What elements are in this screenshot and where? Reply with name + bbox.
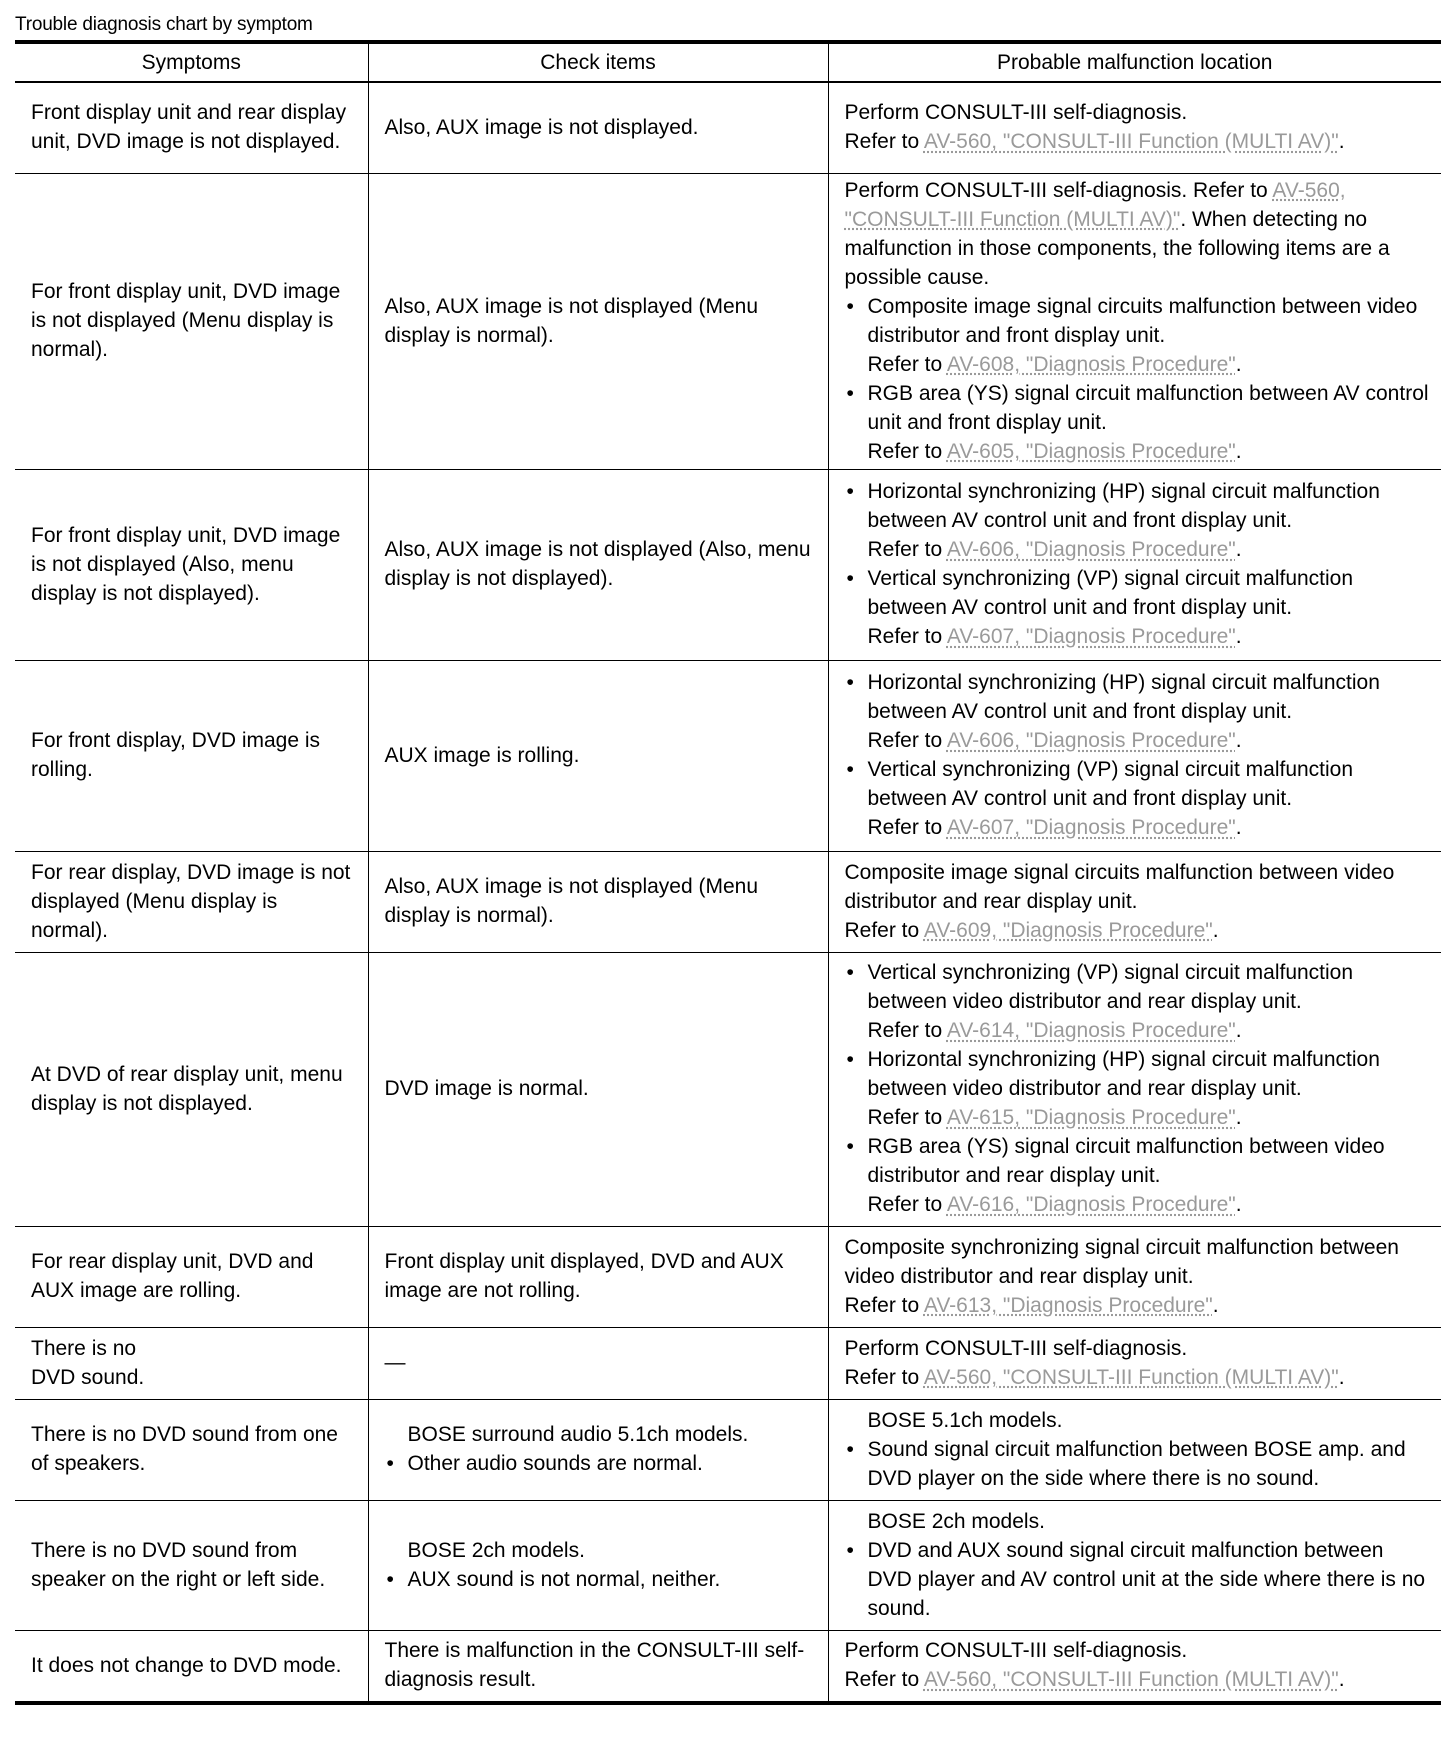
reference-link[interactable]: AV-608, "Diagnosis Procedure": [946, 352, 1236, 376]
reference-link[interactable]: AV-609, "Diagnosis Procedure": [923, 918, 1213, 942]
symptom-cell: For front display, DVD image is rolling.: [15, 660, 368, 851]
list-item: • Horizontal synchronizing (HP) signal circuit malfunction between AV control unit and front display unit. Refer to AV-606, "Diagnosis Procedure".: [845, 477, 1430, 564]
diagnosis-table: [15, 40, 1441, 1705]
reference-link[interactable]: AV-560, "CONSULT-III Function (MULTI AV)": [844, 178, 1346, 231]
symptom-cell: For front display unit, DVD image is not displayed (Also, menu display is not displayed).: [15, 469, 368, 660]
symptom-cell: It does not change to DVD mode.: [15, 1630, 368, 1703]
table-row: [15, 1226, 1441, 1327]
location-cell: [828, 469, 1441, 660]
symptom-cell: For rear display unit, DVD and AUX image are rolling.: [15, 1226, 368, 1327]
location-cell: [828, 660, 1441, 851]
location-cell: BOSE 2ch models. • DVD and AUX sound signal circuit malfunction between DVD player and AV control unit at the side where there is no sound.: [828, 1500, 1441, 1630]
symptom-cell: For front display unit, DVD image is not displayed (Menu display is normal).: [15, 173, 368, 469]
check-cell: BOSE surround audio 5.1ch models. • Other audio sounds are normal.: [368, 1399, 828, 1500]
table-row: [15, 469, 1441, 660]
list-item: • RGB area (YS) signal circuit malfunction between AV control unit and front display unit. Refer to AV-605, "Diagnosis Procedure".: [845, 379, 1430, 466]
symptom-cell: There is no DVD sound from speaker on the right or left side.: [15, 1500, 368, 1630]
location-text: Perform CONSULT-III self-diagnosis.: [844, 101, 1188, 125]
reference-link[interactable]: AV-605, "Diagnosis Procedure": [946, 439, 1236, 463]
list-item: • RGB area (YS) signal circuit malfunction between video distributor and rear display unit. Refer to AV-616, "Diagnosis Procedure".: [845, 1132, 1430, 1219]
list-item: • Other audio sounds are normal.: [385, 1449, 816, 1478]
reference-link[interactable]: AV-606, "Diagnosis Procedure": [946, 729, 1236, 752]
list-item: • Horizontal synchronizing (HP) signal circuit malfunction between AV control unit and front display unit. Refer to AV-606, "Diagnosis Procedure".: [845, 668, 1430, 755]
reference-link[interactable]: AV-614, "Diagnosis Procedure": [946, 1019, 1236, 1042]
location-cell: Composite synchronizing signal circuit malfunction between video distributor and rear display unit. Refer to AV-613, "Diagnosis Procedure".: [828, 1226, 1441, 1327]
reference-link[interactable]: AV-607, "Diagnosis Procedure": [946, 625, 1236, 648]
symptom-cell: At DVD of rear display unit, menu display is not displayed.: [15, 952, 368, 1226]
list-item: • Composite image signal circuits malfunction between video distributor and front display unit. Refer to AV-608, "Diagnosis Procedure".: [845, 292, 1430, 379]
table-row: [15, 952, 1441, 1226]
location-text: Perform CONSULT-III self-diagnosis.: [844, 1336, 1188, 1360]
check-cell: AUX image is rolling.: [368, 660, 828, 851]
location-text: Composite synchronizing signal circuit malfunction between video distributor and rear display unit.: [844, 1235, 1399, 1288]
check-cell: There is malfunction in the CONSULT-III self-diagnosis result.: [368, 1630, 828, 1703]
table-header-row: [15, 42, 1441, 82]
reference-link[interactable]: AV-607, "Diagnosis Procedure": [946, 816, 1236, 839]
table-row: [15, 82, 1441, 173]
location-cell: BOSE 5.1ch models. • Sound signal circuit malfunction between BOSE amp. and DVD player on the side where there is no sound.: [828, 1399, 1441, 1500]
check-cell: BOSE 2ch models. • AUX sound is not normal, neither.: [368, 1500, 828, 1630]
list-item: • Vertical synchronizing (VP) signal circuit malfunction between AV control unit and front display unit. Refer to AV-607, "Diagnosis Procedure".: [845, 755, 1430, 842]
symptom-cell: There is no DVD sound.: [15, 1327, 368, 1399]
list-item: • AUX sound is not normal, neither.: [385, 1565, 816, 1594]
table-row: [15, 660, 1441, 851]
reference-link[interactable]: AV-606, "Diagnosis Procedure": [946, 538, 1236, 561]
check-cell: Front display unit displayed, DVD and AUX image are not rolling.: [368, 1226, 828, 1327]
table-row: [15, 1399, 1441, 1500]
list-item: • Horizontal synchronizing (HP) signal circuit malfunction between video distributor and rear display unit. Refer to AV-615, "Diagnosis Procedure".: [845, 1045, 1430, 1132]
location-cell: Perform CONSULT-III self-diagnosis. Refer to AV-560, "CONSULT-III Function (MULTI AV)".: [828, 82, 1441, 173]
check-cell: Also, AUX image is not displayed (Menu display is normal).: [368, 173, 828, 469]
symptom-cell: There is no DVD sound from one of speakers.: [15, 1399, 368, 1500]
check-cell: DVD image is normal.: [368, 952, 828, 1226]
check-cell: Also, AUX image is not displayed.: [368, 82, 828, 173]
location-text: Perform CONSULT-III self-diagnosis.: [844, 1639, 1188, 1663]
table-row: [15, 173, 1441, 469]
reference-link[interactable]: AV-560, "CONSULT-III Function (MULTI AV)": [923, 1668, 1339, 1692]
page-title: Trouble diagnosis chart by symptom: [15, 14, 313, 35]
header-symptoms: Symptoms: [15, 42, 368, 82]
reference-link[interactable]: AV-616, "Diagnosis Procedure": [946, 1193, 1236, 1216]
location-cell: [828, 952, 1441, 1226]
header-probable-location: Probable malfunction location: [828, 42, 1441, 82]
table-row: [15, 1630, 1441, 1703]
table-row: [15, 1327, 1441, 1399]
symptom-cell: Front display unit and rear display unit, DVD image is not displayed.: [15, 82, 368, 173]
header-check-items: Check items: [368, 42, 828, 82]
reference-link[interactable]: AV-560, "CONSULT-III Function (MULTI AV)": [923, 130, 1339, 154]
location-cell: Composite image signal circuits malfunction between video distributor and rear display unit. Refer to AV-609, "Diagnosis Procedure".: [828, 851, 1441, 952]
check-cell: Also, AUX image is not displayed (Also, menu display is not displayed).: [368, 469, 828, 660]
list-item: • Vertical synchronizing (VP) signal circuit malfunction between video distributor and rear display unit. Refer to AV-614, "Diagnosis Procedure".: [845, 958, 1430, 1045]
check-cell: Also, AUX image is not displayed (Menu display is normal).: [368, 851, 828, 952]
list-item: • Vertical synchronizing (VP) signal circuit malfunction between AV control unit and front display unit. Refer to AV-607, "Diagnosis Procedure".: [845, 564, 1430, 651]
list-item: • Sound signal circuit malfunction between BOSE amp. and DVD player on the side where there is no sound.: [845, 1435, 1430, 1493]
reference-link[interactable]: AV-560, "CONSULT-III Function (MULTI AV)": [923, 1365, 1339, 1389]
location-cell: Perform CONSULT-III self-diagnosis. Refer to AV-560, "CONSULT-III Function (MULTI AV)".: [828, 1327, 1441, 1399]
table-row: [15, 1500, 1441, 1630]
reference-link[interactable]: AV-615, "Diagnosis Procedure": [946, 1106, 1236, 1129]
check-cell: —: [368, 1327, 828, 1399]
reference-link[interactable]: AV-613, "Diagnosis Procedure": [923, 1293, 1213, 1317]
table-row: [15, 851, 1441, 952]
location-cell: Perform CONSULT-III self-diagnosis. Refer to AV-560, "CONSULT-III Function (MULTI AV)".: [828, 1630, 1441, 1703]
list-item: • DVD and AUX sound signal circuit malfunction between DVD player and AV control unit at the side where there is no sound.: [845, 1536, 1430, 1623]
location-cell: Perform CONSULT-III self-diagnosis. Refer to AV-560, "CONSULT-III Function (MULTI AV)". When detecting no malfunction in those components, the following items are a possible cause. • Composite image signal circuits malfunction between video distributor and front display unit. Refer to AV-608, "Diagnosis Procedure". • RGB area (YS) signal circuit malfunction between AV control unit and front display unit. Refer to AV-605, "Diagnosis Procedure".: [828, 173, 1441, 469]
location-text: Composite image signal circuits malfunction between video distributor and rear display unit.: [844, 860, 1395, 913]
symptom-cell: For rear display, DVD image is not displayed (Menu display is normal).: [15, 851, 368, 952]
